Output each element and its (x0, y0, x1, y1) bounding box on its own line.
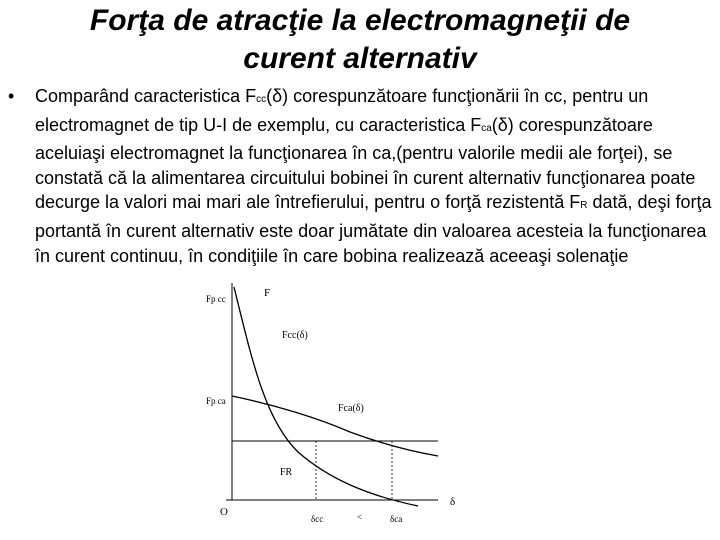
label-delta-less-than: < (357, 512, 363, 522)
label-delta-ca: δca (390, 514, 403, 524)
label-fp-ca: Fp ca (206, 396, 226, 406)
curve-fca (232, 396, 438, 456)
text-part-2: (δ) corespunzătoare funcţionării în cc, pentru un electromagnet de tip U-I de exemplu, cu caracteristica F (35, 86, 649, 135)
label-curve-cc: Fcc(δ) (282, 330, 308, 341)
title-line-2: curent alternativ (243, 42, 477, 75)
label-x-axis: δ (450, 496, 456, 508)
text-part-4: dată, deşi forţa portantă în curent alternativ este doar jumătate din valoarea acesteia la funcţionarea în curent continuu, în condiţiile în care bobina realizează aceeaşi solenaţie (35, 192, 712, 266)
bullet-icon: • (8, 86, 15, 106)
text-part-3: (δ) corespunzătoare aceluiaşi electromagnet la funcţionarea în ca,(pentru valorile medii ale forţei), se constată că la alimentarea circuitului bobinei în curent alternativ funcţionarea poate decurge la valori mai mari ale întrefierului, pentru o forţă rezistentă F (35, 114, 696, 213)
text-part-1: Comparând caracteristica F (35, 86, 257, 106)
label-y-axis: F (264, 287, 271, 299)
subscript-r: R (580, 200, 588, 212)
curve-fcc (234, 287, 418, 506)
subscript-ca: ca (481, 122, 492, 134)
subscript-cc: cc (256, 94, 267, 105)
title-line-1: Forţa de atracţie la electromagneţii de (89, 4, 631, 37)
label-delta-cc: δcc (311, 514, 324, 524)
label-curve-ca: Fca(δ) (338, 403, 364, 414)
label-origin: O (220, 506, 228, 518)
label-fp-cc: Fp cc (206, 294, 226, 304)
label-force-r: FR (280, 467, 293, 478)
